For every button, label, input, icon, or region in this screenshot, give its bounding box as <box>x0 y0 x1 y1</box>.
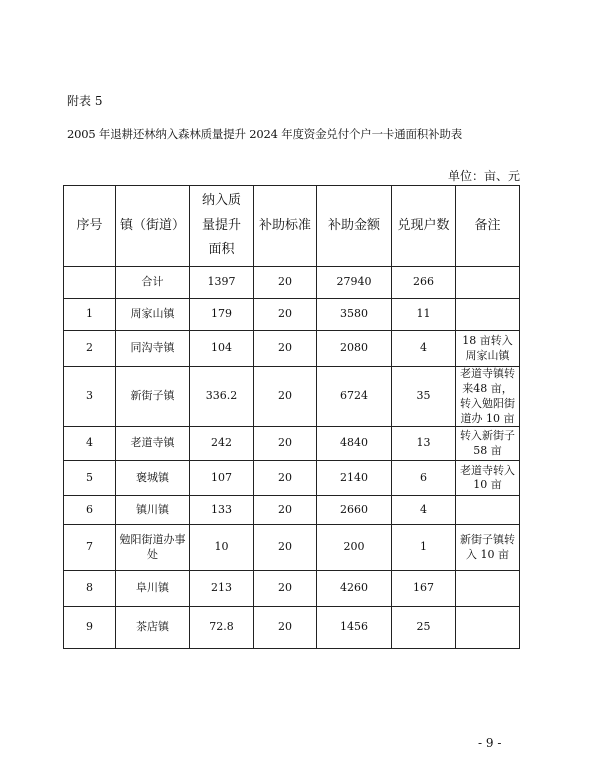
page-number: - 9 - <box>478 736 502 750</box>
subsidy-table <box>63 185 520 649</box>
row-town: 褒城镇 <box>116 461 190 496</box>
row-amount: 1456 <box>317 607 392 649</box>
row-standard: 20 <box>254 427 317 461</box>
row-standard: 20 <box>254 571 317 607</box>
row-remark: 转入新街子58 亩 <box>456 427 520 461</box>
header-area <box>190 186 254 267</box>
row-town: 老道寺镇 <box>116 427 190 461</box>
row-seq: 9 <box>64 607 116 649</box>
row-area: 336.2 <box>190 367 254 427</box>
total-seq-cell <box>64 267 116 299</box>
row-seq: 4 <box>64 427 116 461</box>
row-remark <box>456 299 520 331</box>
header-remark: 备注 <box>456 186 520 267</box>
row-remark: 18 亩转入周家山镇 <box>456 331 520 367</box>
total-remark <box>456 267 520 299</box>
row-town: 周家山镇 <box>116 299 190 331</box>
header-seq: 序号 <box>64 186 116 267</box>
row-standard: 20 <box>254 607 317 649</box>
header-standard: 补助标准 <box>254 186 317 267</box>
row-households: 167 <box>392 571 456 607</box>
document-title: 2005 年退耕还林纳入森林质量提升 2024 年度资金兑付个户一卡通面积补助表 <box>67 127 462 141</box>
row-households: 4 <box>392 496 456 525</box>
row-remark: 新街子镇转入 10 亩 <box>456 525 520 571</box>
row-seq: 8 <box>64 571 116 607</box>
row-area: 179 <box>190 299 254 331</box>
row-area: 242 <box>190 427 254 461</box>
header-households: 兑现户数 <box>392 186 456 267</box>
header-amount: 补助金额 <box>317 186 392 267</box>
row-households: 1 <box>392 525 456 571</box>
row-standard: 20 <box>254 331 317 367</box>
row-town: 阜川镇 <box>116 571 190 607</box>
row-remark <box>456 496 520 525</box>
total-label: 合计 <box>116 267 190 299</box>
table-row <box>64 496 520 525</box>
row-standard: 20 <box>254 299 317 331</box>
row-amount: 200 <box>317 525 392 571</box>
row-standard: 20 <box>254 461 317 496</box>
row-households: 11 <box>392 299 456 331</box>
row-households: 4 <box>392 331 456 367</box>
row-households: 13 <box>392 427 456 461</box>
row-households: 6 <box>392 461 456 496</box>
row-seq: 3 <box>64 367 116 427</box>
total-standard: 20 <box>254 267 317 299</box>
table-row <box>64 571 520 607</box>
row-amount: 4260 <box>317 571 392 607</box>
row-area: 72.8 <box>190 607 254 649</box>
row-amount: 6724 <box>317 367 392 427</box>
table-header-row <box>64 186 520 267</box>
row-standard: 20 <box>254 525 317 571</box>
row-area: 213 <box>190 571 254 607</box>
unit-label: 单位：亩、元 <box>447 169 520 183</box>
row-remark <box>456 607 520 649</box>
row-area: 10 <box>190 525 254 571</box>
row-standard: 20 <box>254 496 317 525</box>
row-amount: 2660 <box>317 496 392 525</box>
row-amount: 4840 <box>317 427 392 461</box>
row-remark: 老道寺转入10 亩 <box>456 461 520 496</box>
row-amount: 2140 <box>317 461 392 496</box>
total-row <box>64 267 520 299</box>
header-area-line1: 纳入质 <box>201 192 241 208</box>
row-area: 104 <box>190 331 254 367</box>
total-households: 266 <box>392 267 456 299</box>
appendix-label: 附表 5 <box>67 94 103 108</box>
row-standard: 20 <box>254 367 317 427</box>
row-remark: 老道寺镇转来48 亩，转入勉阳街道办 10 亩 <box>456 367 520 427</box>
header-area-line3: 面积 <box>208 242 235 258</box>
row-area: 133 <box>190 496 254 525</box>
row-remark <box>456 571 520 607</box>
row-town: 新街子镇 <box>116 367 190 427</box>
row-town: 勉阳街道办事处 <box>116 525 190 571</box>
row-seq: 7 <box>64 525 116 571</box>
table-row <box>64 331 520 367</box>
row-town: 同沟寺镇 <box>116 331 190 367</box>
row-amount: 2080 <box>317 331 392 367</box>
table-row <box>64 367 520 427</box>
row-households: 25 <box>392 607 456 649</box>
total-area: 1397 <box>190 267 254 299</box>
table-row <box>64 525 520 571</box>
table-row <box>64 427 520 461</box>
table-row <box>64 461 520 496</box>
row-seq: 5 <box>64 461 116 496</box>
table-row <box>64 299 520 331</box>
row-town: 茶店镇 <box>116 607 190 649</box>
row-seq: 2 <box>64 331 116 367</box>
total-amount: 27940 <box>317 267 392 299</box>
row-town: 镇川镇 <box>116 496 190 525</box>
row-seq: 1 <box>64 299 116 331</box>
header-town: 镇（街道） <box>116 186 190 267</box>
row-amount: 3580 <box>317 299 392 331</box>
table-row <box>64 607 520 649</box>
row-households: 35 <box>392 367 456 427</box>
row-area: 107 <box>190 461 254 496</box>
header-area-line2: 量提升 <box>201 217 241 233</box>
row-seq: 6 <box>64 496 116 525</box>
